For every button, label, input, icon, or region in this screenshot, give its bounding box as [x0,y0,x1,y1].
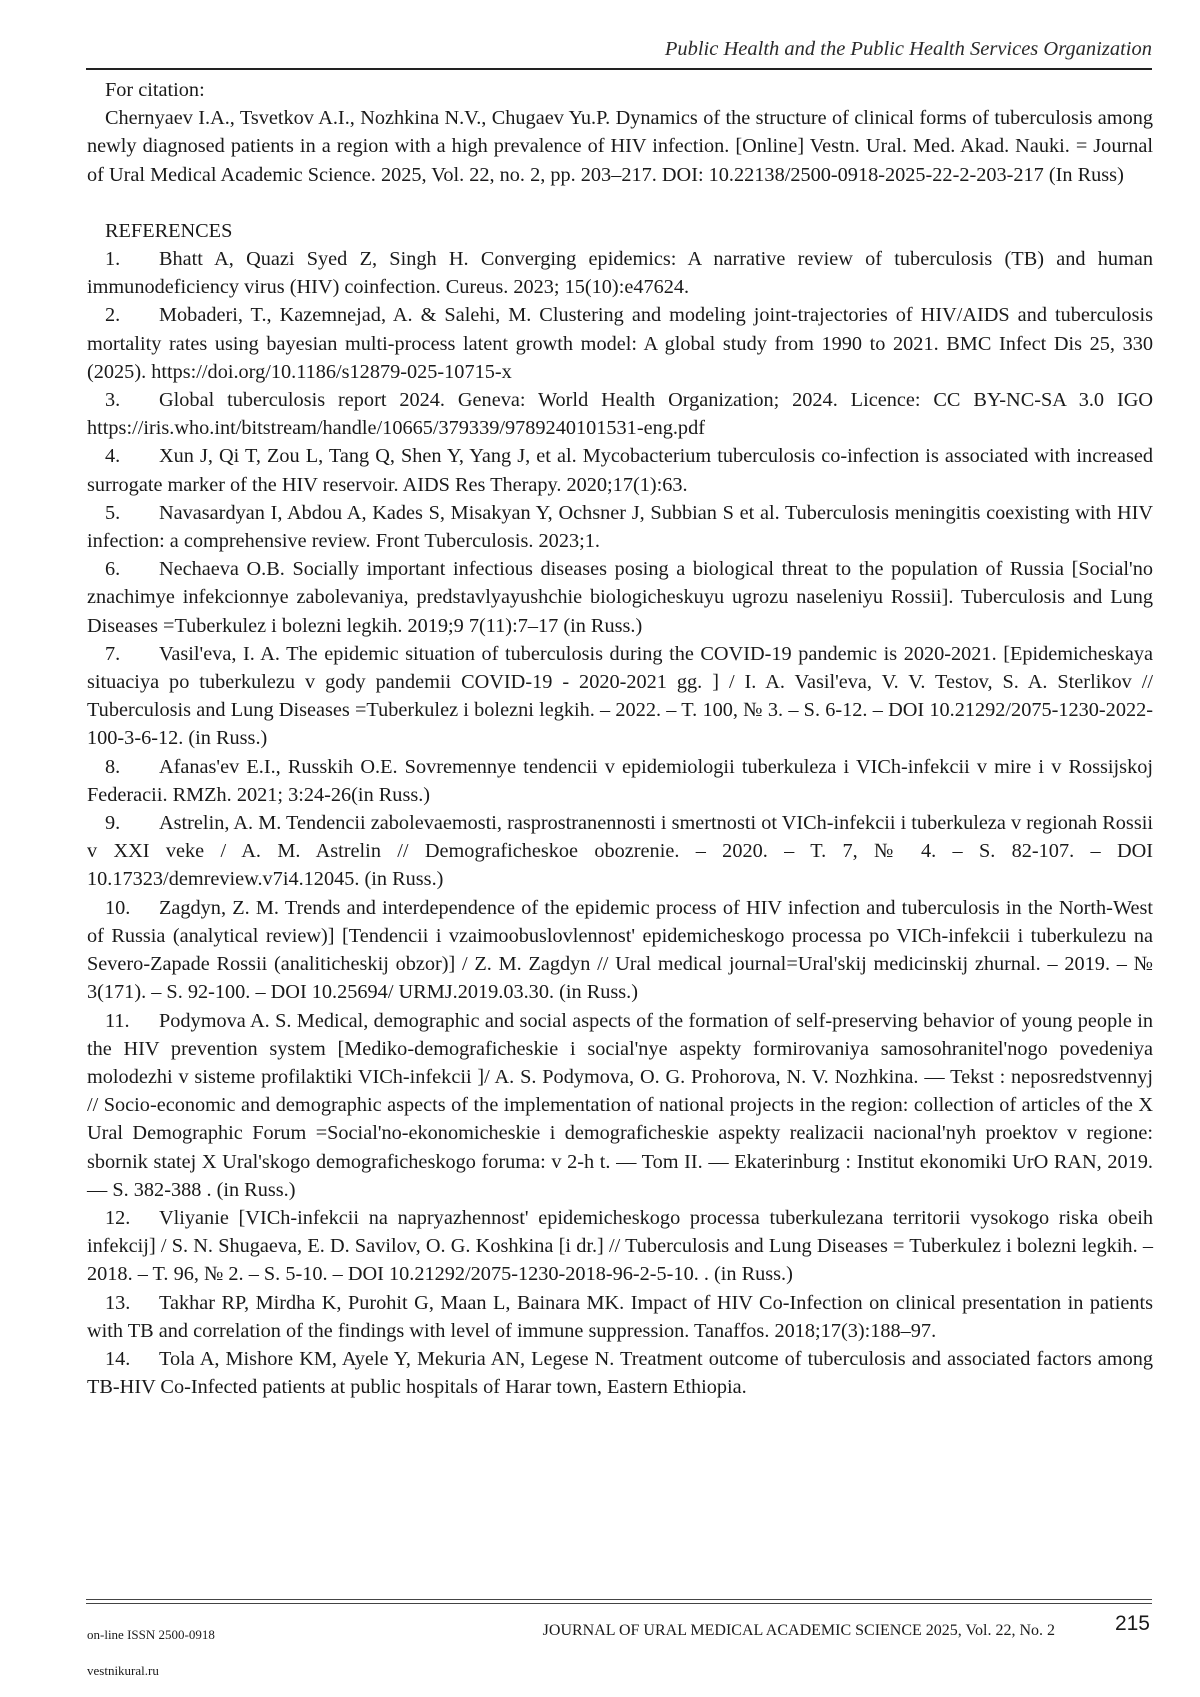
reference-text: Bhatt A, Quazi Syed Z, Singh H. Converging epidemics: A narrative review of tuberculosis (TB) and human immunodeficiency virus (HIV) coinfection. Cureus. 2023; 15(10):e47624. [87,248,1153,298]
reference-text: Afanas'ev E.I., Russkih O.E. Sovremennye tendencii v epidemiologii tuberkuleza i VICh-infekcii v mire i v Rossijskoj Federacii. RMZh. 2021; 3:24-26(in Russ.) [87,756,1153,806]
citation-label: For citation: [87,76,1153,104]
footer-website: vestnikural.ru [87,1663,159,1679]
reference-item [87,442,1153,498]
reference-number: 13. [105,1289,159,1317]
reference-number: 10. [105,894,159,922]
reference-number: 2. [105,301,159,329]
reference-number: 9. [105,809,159,837]
reference-number: 1. [105,245,159,273]
reference-number: 14. [105,1345,159,1373]
reference-item [87,640,1153,753]
reference-text: Tola A, Mishore KM, Ayele Y, Mekuria AN, Legese N. Treatment outcome of tuberculosis and associated factors among TB-HIV Co-Infected patients at public hospitals of Harar town, Eastern Ethiopia. [87,1348,1153,1398]
reference-text: Podymova A. S. Medical, demographic and social aspects of the formation of self-preserving behavior of young people in the HIV prevention system [Mediko-demograficheskie i social'nye aspekty formirovaniya samosohranitel'nogo povedeniya molodezhi v sisteme profilaktiki VICh-infekcii ]/ A. S. Podymova, O. G. Prohorova, N. V. Nozhkina. — Tekst : neposredstvennyj // Socio-economic and demographic aspects of the implementation of national projects in the region: collection of articles of the X Ural Demographic Forum =Social'no-ekonomicheskie i demograficheskie aspekty realizacii nacional'nyh proektov v regione: sbornik statej X Ural'skogo demograficheskogo foruma: v 2-h t. — Tom II. — Ekaterinburg : Institut ekonomiki UrO RAN, 2019. — S. 382-388 . (in Russ.) [87,1010,1153,1201]
section-spacer [87,189,1153,217]
page-number: 215 [1115,1612,1150,1636]
reference-number: 4. [105,442,159,470]
reference-item [87,1007,1153,1204]
reference-text: Vasil'eva, I. A. The epidemic situation of tuberculosis during the COVID-19 pandemic is 2020-2021. [Epidemicheskaya situaciya po tuberkulezu v gody pandemii COVID-19 - 2020-2021 gg. ] / I. A. Vasil'eva, V. V. Testov, S. A. Sterlikov // Tuberculosis and Lung Diseases =Tuberkulez i bolezni legkih. – 2022. – T. 100, № 3. – S. 6-12. – DOI 10.21292/2075-1230-2022-100-3-6-12. (in Russ.) [87,643,1153,750]
reference-number: 11. [105,1007,159,1035]
reference-item [87,809,1153,894]
reference-number: 3. [105,386,159,414]
header-rule [86,68,1152,70]
reference-number: 6. [105,555,159,583]
reference-item [87,245,1153,301]
reference-number: 12. [105,1204,159,1232]
reference-text: Xun J, Qi T, Zou L, Tang Q, Shen Y, Yang J, et al. Mycobacterium tuberculosis co-infection is associated with increased surrogate marker of the HIV reservoir. AIDS Res Therapy. 2020;17(1):63. [87,445,1153,495]
reference-item [87,1345,1153,1401]
reference-number: 8. [105,753,159,781]
reference-item [87,1289,1153,1345]
reference-item [87,301,1153,386]
reference-number: 5. [105,499,159,527]
reference-text: Nechaeva O.B. Socially important infectious diseases posing a biological threat to the population of Russia [Social'no znachimye infekcionnye zabolevaniya, predstavlyayushchie biologicheskuyu ugrozu naseleniyu Rossii]. Tuberculosis and Lung Diseases =Tuberkulez i bolezni legkih. 2019;9 7(11):7–17 (in Russ.) [87,558,1153,636]
running-header-title: Public Health and the Public Health Services Organization [665,38,1152,61]
reference-item [87,894,1153,1007]
references-heading: REFERENCES [87,217,1153,245]
reference-text: Takhar RP, Mirdha K, Purohit G, Maan L, Bainara MK. Impact of HIV Co-Infection on clinical presentation in patients with TB and correlation of the findings with level of immune suppression. Tanaffos. 2018;17(3):188–97. [87,1292,1153,1342]
reference-text: Vliyanie [VICh-infekcii na napryazhennost' epidemicheskogo processa tuberkulezana territorii vysokogo riska obeih infekcij] / S. N. Shugaeva, E. D. Savilov, O. G. Koshkina [i dr.] // Tuberculosis and Lung Diseases = Tuberkulez i bolezni legkih. – 2018. – T. 96, № 2. – S. 5-10. – DOI 10.21292/2075-1230-2018-96-2-5-10. . (in Russ.) [87,1207,1153,1285]
citation-text: Chernyaev I.A., Tsvetkov A.I., Nozhkina N.V., Chugaev Yu.P. Dynamics of the structure of clinical forms of tuberculosis among newly diagnosed patients in a region with a high prevalence of HIV infection. [Online] Vestn. Ural. Med. Akad. Nauki. = Journal of Ural Medical Academic Science. 2025, Vol. 22, no. 2, pp. 203–217. DOI: 10.22138/2500-0918-2025-22-2-203-217 (In Russ) [87,104,1153,189]
reference-item [87,555,1153,640]
reference-item [87,753,1153,809]
reference-text: Mobaderi, T., Kazemnejad, A. & Salehi, M. Clustering and modeling joint-trajectories of HIV/AIDS and tuberculosis mortality rates using bayesian multi-process latent growth model: A global study from 1990 to 2021. BMC Infect Dis 25, 330 (2025). https://doi.org/10.1186/s12879-025-10715-x [87,304,1153,382]
reference-number: 7. [105,640,159,668]
reference-text: Zagdyn, Z. M. Trends and interdependence of the epidemic process of HIV infection and tuberculosis in the North-West of Russia (analytical review)] [Tendencii i vzaimoobuslovlennost' epidemicheskogo processa po VICh-infekcii i tuberkulezu na Severo-Zapade Rossii (analiticheskij obzor)] / Z. M. Zagdyn // Ural medical journal=Ural'skij medicinskij zhurnal. – 2019. – № 3(171). – S. 92-100. – DOI 10.25694/ URMJ.2019.03.30. (in Russ.) [87,897,1153,1004]
reference-item [87,499,1153,555]
reference-item [87,386,1153,442]
footer-journal-title: JOURNAL OF URAL MEDICAL ACADEMIC SCIENCE 2025, Vol. 22, No. 2 [543,1622,1055,1640]
page-content [87,76,1153,1401]
reference-text: Astrelin, A. M. Tendencii zabolevaemosti, rasprostranennosti i smertnosti ot VICh-infekcii i tuberkuleza v regionah Rossii v XXI veke / A. M. Astrelin // Demograficheskoe obozrenie. – 2020. – T. 7, № 4. – S. 82-107. – DOI 10.17323/demreview.v7i4.12045. (in Russ.) [87,812,1153,890]
reference-text: Navasardyan I, Abdou A, Kades S, Misakyan Y, Ochsner J, Subbian S et al. Tuberculosis meningitis coexisting with HIV infection: a comprehensive review. Front Tuberculosis. 2023;1. [87,502,1153,552]
footer-rule-bottom [86,1603,1152,1604]
footer-issn: on-line ISSN 2500-0918 [87,1627,215,1643]
reference-item [87,1204,1153,1289]
reference-text: Global tuberculosis report 2024. Geneva: World Health Organization; 2024. Licence: CC BY-NC-SA 3.0 IGO https://iris.who.int/bitstream/handle/10665/379339/9789240101531-eng.pdf [87,389,1153,439]
footer-rule-top [86,1599,1152,1600]
references-list [87,245,1153,1401]
journal-page [0,0,1200,1697]
